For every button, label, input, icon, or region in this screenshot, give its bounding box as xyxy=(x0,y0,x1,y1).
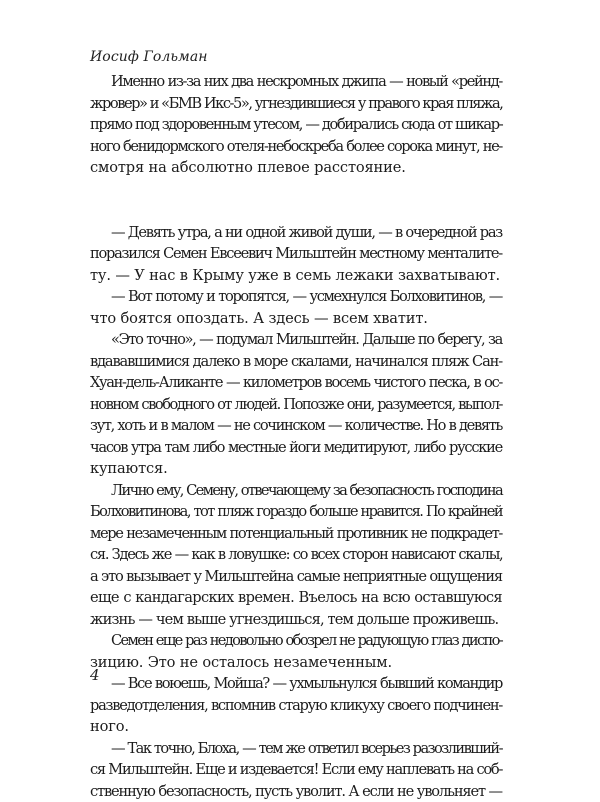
text-line: Семен еще раз недовольно обозрел не радующую глаз диспо- xyxy=(90,630,502,652)
text-line: смотря на абсолютно плевое расстояние. xyxy=(90,157,502,179)
text-line: вдававшимися далеко в море скалами, начинался пляж Сан- xyxy=(90,351,502,373)
text-line: жизнь — чем выше угнездишься, тем дольше проживешь. xyxy=(90,609,502,631)
text-line: купаются. xyxy=(90,458,502,480)
text-line: ся. Здесь же — как в ловушке: со всех сторон нависают скалы, xyxy=(90,544,502,566)
text-line: разведотделения, вспомнив старую кликуху своего подчинен- xyxy=(90,695,502,717)
text-line: часов утра там либо местные йоги медитируют, либо русские xyxy=(90,437,502,459)
text-line: что боятся опоздать. А здесь — всем хватит. xyxy=(90,308,502,330)
text-line: Лично ему, Семену, отвечающему за безопасность господина xyxy=(90,480,502,502)
running-head: Иосиф Гольман xyxy=(90,49,208,65)
text-line: прямо под здоровенным утесом, — добирались сюда от шикар- xyxy=(90,114,502,136)
body-text xyxy=(90,71,502,802)
text-line: Болховитинова, тот пляж гораздо больше нравится. По крайней xyxy=(90,501,502,523)
paragraph-7 xyxy=(90,673,502,738)
paragraph-6 xyxy=(90,630,502,673)
paragraph-2 xyxy=(90,222,502,287)
paragraph-4 xyxy=(90,329,502,480)
text-line: Именно из-за них два нескромных джипа — новый «рейнд- xyxy=(90,71,502,93)
text-line: ного бенидормского отеля-небоскреба более сорока минут, не- xyxy=(90,136,502,158)
text-line: еще с кандагарских времен. Въелось на всю оставшуюся xyxy=(90,587,502,609)
text-line: Хуан-дель-Аликанте — километров восемь чистого песка, в ос- xyxy=(90,372,502,394)
text-line: поразился Семен Евсеевич Мильштейн местному менталите- xyxy=(90,243,502,265)
text-line: — Так точно, Блоха, — тем же ответил всерьез разозливший- xyxy=(90,738,502,760)
text-line: — Девять утра, а ни одной живой души, — в очередной раз xyxy=(90,222,502,244)
text-line: «Это точно», — подумал Мильштейн. Дальше по берегу, за xyxy=(90,329,502,351)
text-line: ственную безопасность, пусть уволит. А если не увольняет — xyxy=(90,781,502,802)
text-line: ся Мильштейн. Еще и издевается! Если ему наплевать на соб- xyxy=(90,759,502,781)
text-line: ного. xyxy=(90,716,502,738)
section-break xyxy=(90,179,502,222)
text-line: новном свободного от людей. Попозже они, разумеется, выпол- xyxy=(90,394,502,416)
text-line: а это вызывает у Мильштейна самые неприятные ощущения xyxy=(90,566,502,588)
page-number: 4 xyxy=(90,666,100,684)
text-line: зут, хоть и в малом — не сочинском — количестве. Но в девять xyxy=(90,415,502,437)
text-line: мере незамеченным потенциальный противник не подкрадет- xyxy=(90,523,502,545)
text-line: зицию. Это не осталось незамеченным. xyxy=(90,652,502,674)
paragraph-3 xyxy=(90,286,502,329)
paragraph-5 xyxy=(90,480,502,631)
text-line: жровер» и «БМВ Икс-5», угнездившиеся у правого края пляжа, xyxy=(90,93,502,115)
paragraph-1 xyxy=(90,71,502,179)
paragraph-8 xyxy=(90,738,502,802)
text-line: — Все воюешь, Мойша? — ухмыльнулся бывший командир xyxy=(90,673,502,695)
text-line: ту. — У нас в Крыму уже в семь лежаки захватывают. xyxy=(90,265,502,287)
text-line: — Вот потому и торопятся, — усмехнулся Болховитинов, — xyxy=(90,286,502,308)
